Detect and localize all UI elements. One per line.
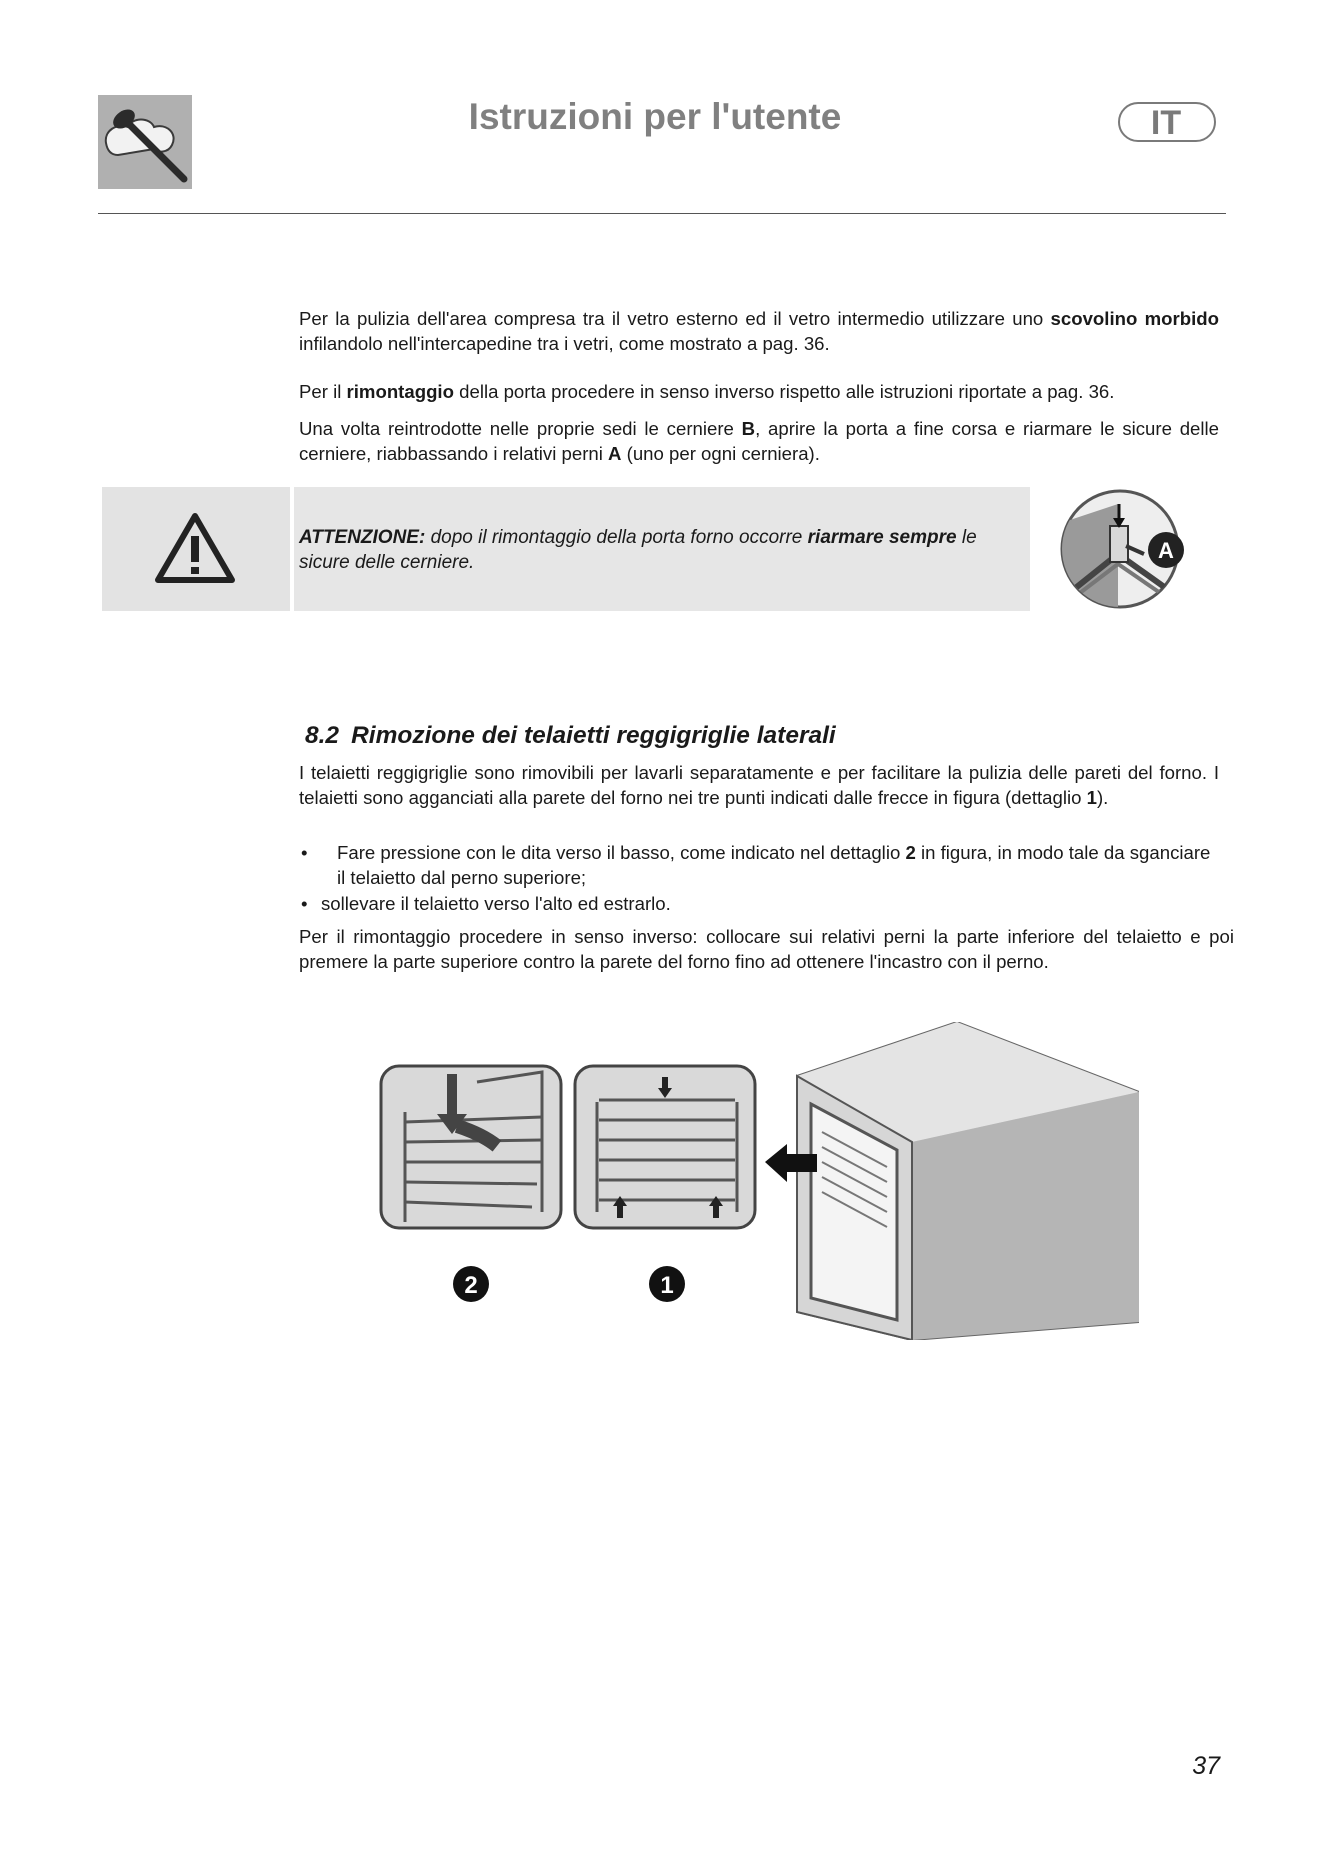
paragraph-reassembly: Per il rimontaggio della porta procedere in senso inverso rispetto alle istruzioni riportate a pag. 36. — [299, 381, 1115, 402]
rail-removal-illustration — [377, 1022, 1139, 1340]
hinge-detail-illustration — [1058, 484, 1194, 614]
warning-triangle-icon — [152, 510, 238, 586]
paragraph-reassembly-rails: Per il rimontaggio procedere in senso inverso: collocare sui relativi perni la parte inferiore del telaietto e poi premere la parte superiore contro la parete del forno fino ad ottenere l'incastro con il perno. — [299, 926, 1234, 972]
page-number: 37 — [1192, 1752, 1220, 1780]
paragraph-hinges: Una volta reintrodotte nelle proprie sedi le cerniere B, aprire la porta a fine corsa e riarmare le sicure delle cerniere, riabbassando i relativi perni A (uno per ogni cerniera). — [299, 418, 1219, 464]
language-badge — [1114, 100, 1218, 144]
svg-text:1: 1 — [660, 1272, 674, 1299]
warning-text: ATTENZIONE: dopo il rimontaggio della porta forno occorre riarmare sempre le sicure delle cerniere. — [299, 527, 977, 573]
instruction-list — [299, 840, 1219, 917]
paragraph-cleaning: Per la pulizia dell'area compresa tra il vetro esterno ed il vetro intermedio utilizzare uno scovolino morbido infilandolo nell'intercapedine tra i vetri, come mostrato a pag. 36. — [299, 308, 1219, 354]
section-intro: I telaietti reggigriglie sono rimovibili per lavarli separatamente e per facilitare la pulizia delle pareti del forno. I telaietti sono agganciati alla parete del forno nei tre punti indicati dalle frecce in figura (dettaglio 1). — [299, 762, 1219, 808]
language-code: IT — [1150, 104, 1182, 142]
list-item: • sollevare il telaietto verso l'alto ed estrarlo. — [301, 893, 671, 914]
svg-text:2: 2 — [464, 1272, 478, 1299]
header-divider — [98, 213, 1226, 214]
detail-A-label: A — [1158, 538, 1174, 563]
section-heading: 8.2 Rimozione dei telaietti reggigriglie laterali — [305, 722, 836, 749]
list-item: • Fare pressione con le dita verso il basso, come indicato nel dettaglio 2 in figura, in modo tale da sganciare il telaietto dal perno superiore; — [301, 842, 1211, 888]
page-title: Istruzioni per l'utente — [468, 96, 842, 137]
